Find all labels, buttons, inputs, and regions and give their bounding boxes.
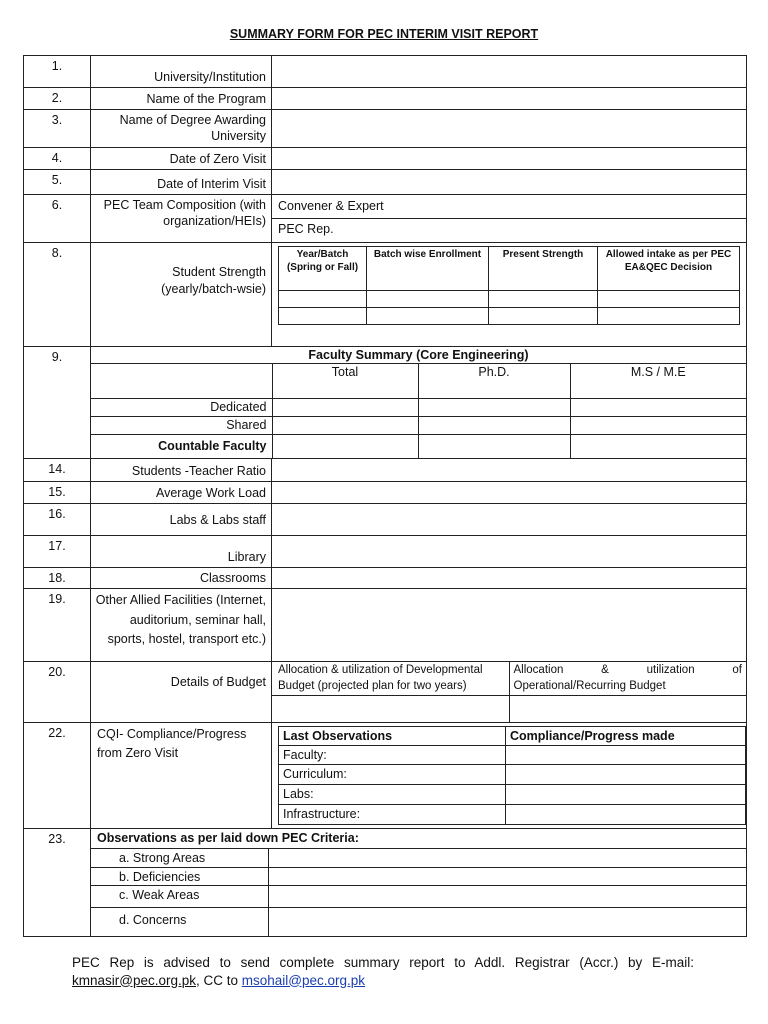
- cqi-item-labs: Labs:: [279, 784, 506, 804]
- row-number: 14.: [24, 459, 91, 482]
- row-team-composition: [24, 195, 747, 243]
- strong-areas-label: a. Strong Areas: [91, 849, 268, 868]
- operational-budget-field[interactable]: [509, 696, 746, 722]
- strong-areas-field[interactable]: [268, 849, 746, 868]
- email-link-cc[interactable]: msohail@pec.org.pk: [241, 972, 366, 988]
- row-program: [24, 88, 747, 110]
- table-cell[interactable]: [272, 434, 418, 458]
- row-number: 19.: [24, 589, 91, 662]
- row-cqi: [24, 722, 747, 828]
- row-faculty-summary: [24, 347, 747, 459]
- row-label: Labs & Labs staff: [91, 504, 272, 536]
- col-total: Total: [272, 364, 418, 399]
- table-cell[interactable]: [279, 308, 367, 325]
- weak-areas-label: c. Weak Areas: [91, 886, 268, 908]
- row-student-teacher-ratio: [24, 459, 747, 482]
- table-cell[interactable]: [367, 308, 489, 325]
- row-label: Name of the Program: [91, 88, 272, 110]
- col-phd: Ph.D.: [418, 364, 570, 399]
- table-cell[interactable]: [272, 399, 418, 416]
- row-label: Library: [91, 536, 272, 568]
- header-batch-enrollment: Batch wise Enrollment: [367, 247, 489, 291]
- col-ms-me: M.S / M.E: [570, 364, 746, 399]
- faculty-summary-heading: Faculty Summary (Core Engineering): [91, 347, 746, 364]
- header-year-batch: Year/Batch (Spring or Fall): [279, 247, 367, 291]
- table-cell[interactable]: [418, 434, 570, 458]
- classrooms-field[interactable]: [272, 568, 747, 589]
- row-degree-university: [24, 110, 747, 148]
- observations-heading: Observations as per laid down PEC Criteria:: [91, 829, 746, 849]
- row-label: Name of Degree Awarding University: [91, 110, 272, 148]
- row-label: Classrooms: [91, 568, 272, 589]
- table-cell[interactable]: [506, 765, 746, 784]
- library-field[interactable]: [272, 536, 747, 568]
- table-cell[interactable]: [489, 308, 598, 325]
- convener-expert-label: Convener & Expert: [272, 195, 746, 218]
- row-label: Date of Zero Visit: [91, 148, 272, 170]
- form-title: SUMMARY FORM FOR PEC INTERIM VISIT REPORT: [229, 27, 539, 41]
- row-classrooms: [24, 568, 747, 589]
- row-label: Students -Teacher Ratio: [91, 459, 272, 482]
- row-label: CQI- Compliance/Progress from Zero Visit: [91, 722, 272, 828]
- row-label: University/Institution: [91, 56, 272, 88]
- row-interim-visit: [24, 170, 747, 195]
- developmental-budget-field[interactable]: [272, 696, 509, 722]
- email-link-registrar[interactable]: kmnasir@pec.org.pk: [72, 972, 196, 988]
- table-cell[interactable]: [506, 746, 746, 765]
- table-cell[interactable]: [598, 291, 740, 308]
- row-number: 2.: [24, 88, 91, 110]
- shared-label: Shared: [91, 416, 272, 434]
- allied-facilities-field[interactable]: [272, 589, 747, 662]
- row-label: PEC Team Composition (with organization/HEIs): [91, 195, 272, 243]
- labs-field[interactable]: [272, 504, 747, 536]
- footer-text: PEC Rep is advised to send complete summary report to Addl. Registrar (Accr.) by E-mail:: [72, 955, 694, 970]
- row-number: 22.: [24, 722, 91, 828]
- row-label: Other Allied Facilities (Internet, auditorium, seminar hall, sports, hostel, transport etc.): [91, 589, 272, 662]
- countable-faculty-label: Countable Faculty: [91, 434, 272, 458]
- row-label: Student Strength (yearly/batch-wsie): [91, 243, 272, 347]
- row-number: 6.: [24, 195, 91, 243]
- row-number: 8.: [24, 243, 91, 347]
- last-observations-header: Last Observations: [279, 726, 506, 745]
- row-library: [24, 536, 747, 568]
- row-number: 5.: [24, 170, 91, 195]
- table-cell[interactable]: [418, 399, 570, 416]
- deficiencies-label: b. Deficiencies: [91, 868, 268, 886]
- row-labs: [24, 504, 747, 536]
- row-number: 9.: [24, 347, 91, 459]
- row-number: 20.: [24, 662, 91, 723]
- row-number: 17.: [24, 536, 91, 568]
- table-cell[interactable]: [570, 416, 746, 434]
- cqi-item-curriculum: Curriculum:: [279, 765, 506, 784]
- summary-form-table: [23, 55, 747, 937]
- row-label: Details of Budget: [91, 662, 272, 723]
- student-teacher-ratio-field[interactable]: [272, 459, 747, 482]
- row-student-strength: [24, 243, 747, 347]
- table-cell[interactable]: [279, 291, 367, 308]
- program-field[interactable]: [272, 88, 747, 110]
- header-present-strength: Present Strength: [489, 247, 598, 291]
- pec-rep-label: PEC Rep.: [278, 221, 334, 236]
- cqi-table: [278, 726, 746, 825]
- row-number: 18.: [24, 568, 91, 589]
- table-cell[interactable]: [598, 308, 740, 325]
- cqi-item-faculty: Faculty:: [279, 746, 506, 765]
- row-number: 23.: [24, 828, 91, 936]
- work-load-field[interactable]: [272, 482, 747, 504]
- row-budget: [24, 662, 747, 723]
- table-cell[interactable]: [506, 804, 746, 824]
- row-number: 15.: [24, 482, 91, 504]
- university-field[interactable]: [272, 56, 747, 88]
- row-number: 3.: [24, 110, 91, 148]
- row-label: Date of Interim Visit: [91, 170, 272, 195]
- row-observations: [24, 828, 747, 936]
- header-allowed-intake: Allowed intake as per PEC EA&QEC Decision: [598, 247, 740, 291]
- table-cell[interactable]: [418, 416, 570, 434]
- row-number: 1.: [24, 56, 91, 88]
- footer-note: [72, 954, 694, 989]
- operational-budget-label: Allocation & utilization of Operational/Recurring Budget: [509, 662, 746, 696]
- weak-areas-field[interactable]: [268, 886, 746, 908]
- row-number: 4.: [24, 148, 91, 170]
- deficiencies-field[interactable]: [268, 868, 746, 886]
- table-cell[interactable]: [570, 434, 746, 458]
- table-cell[interactable]: [489, 291, 598, 308]
- concerns-label: d. Concerns: [91, 908, 268, 936]
- interim-visit-date-field[interactable]: [272, 170, 747, 195]
- row-number: 16.: [24, 504, 91, 536]
- row-allied-facilities: [24, 589, 747, 662]
- row-zero-visit: [24, 148, 747, 170]
- compliance-header: Compliance/Progress made: [506, 726, 746, 745]
- table-cell[interactable]: [272, 416, 418, 434]
- table-cell[interactable]: [367, 291, 489, 308]
- row-work-load: [24, 482, 747, 504]
- developmental-budget-label: Allocation & utilization of Developmental Budget (projected plan for two years): [272, 662, 509, 696]
- row-university: [24, 56, 747, 88]
- table-cell[interactable]: [570, 399, 746, 416]
- dedicated-label: Dedicated: [91, 399, 272, 416]
- row-label: Average Work Load: [91, 482, 272, 504]
- concerns-field[interactable]: [268, 908, 746, 936]
- table-cell[interactable]: [506, 784, 746, 804]
- footer-cc: , CC to: [196, 972, 242, 988]
- degree-university-field[interactable]: [272, 110, 747, 148]
- cqi-item-infrastructure: Infrastructure:: [279, 804, 506, 824]
- zero-visit-date-field[interactable]: [272, 148, 747, 170]
- student-strength-table: [278, 246, 740, 325]
